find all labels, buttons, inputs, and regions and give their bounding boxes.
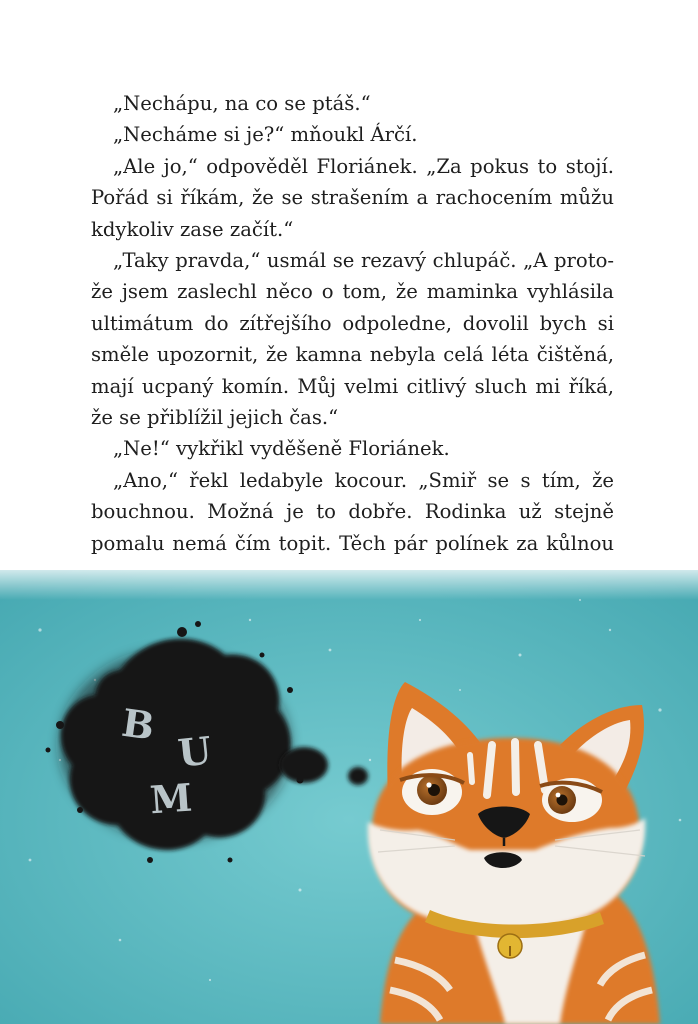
- text-line: „Ne!“ vykřikl vyděšeně Floriánek.: [113, 437, 450, 461]
- paragraph: [91, 465, 614, 559]
- text-line: bouchnou. Možná je to dobře. Rodinka už stejně: [91, 500, 614, 524]
- text-line: že jsem zaslechl něco o tom, že maminka vyhlásila: [91, 280, 614, 304]
- paragraph: [91, 88, 614, 119]
- paragraph: [91, 119, 614, 150]
- text-line: že se přiblížil jejich čas.“: [91, 406, 339, 430]
- paragraph: [91, 151, 614, 245]
- text-line: „Ale jo,“ odpověděl Floriánek. „Za pokus to stojí.: [113, 154, 614, 178]
- cat-illustration: [0, 560, 698, 1024]
- paragraph: [91, 245, 614, 433]
- svg-text:B: B: [119, 699, 158, 749]
- text-line: „Nechápu, na co se ptáš.“: [113, 92, 371, 115]
- paragraph: [91, 433, 614, 464]
- text-line: pomalu nemá čím topit. Těch pár polínek za kůlnou: [91, 531, 614, 555]
- text-line: „Necháme si je?“ mňoukl Árčí.: [113, 123, 418, 147]
- text-line: Pořád si říkám, že se strašením a rachocením můžu: [91, 186, 614, 210]
- svg-text:U: U: [175, 727, 214, 776]
- text-line: mají ucpaný komín. Můj velmi citlivý sluch mi říká,: [91, 374, 614, 398]
- story-text: [91, 88, 614, 559]
- text-line: ultimátum do zítřejšího odpoledne, dovolil bych si: [91, 311, 614, 335]
- text-line: směle upozornit, že kamna nebyla celá léta čištěná,: [91, 343, 614, 367]
- text-line: „Ano,“ řekl ledabyle kocour. „Smiř se s tím, že: [113, 468, 614, 492]
- svg-text:M: M: [148, 774, 194, 823]
- text-line: kdykoliv zase začít.“: [91, 217, 294, 241]
- text-line: „Taky pravda,“ usmál se rezavý chlupáč. „A proto-: [113, 249, 614, 273]
